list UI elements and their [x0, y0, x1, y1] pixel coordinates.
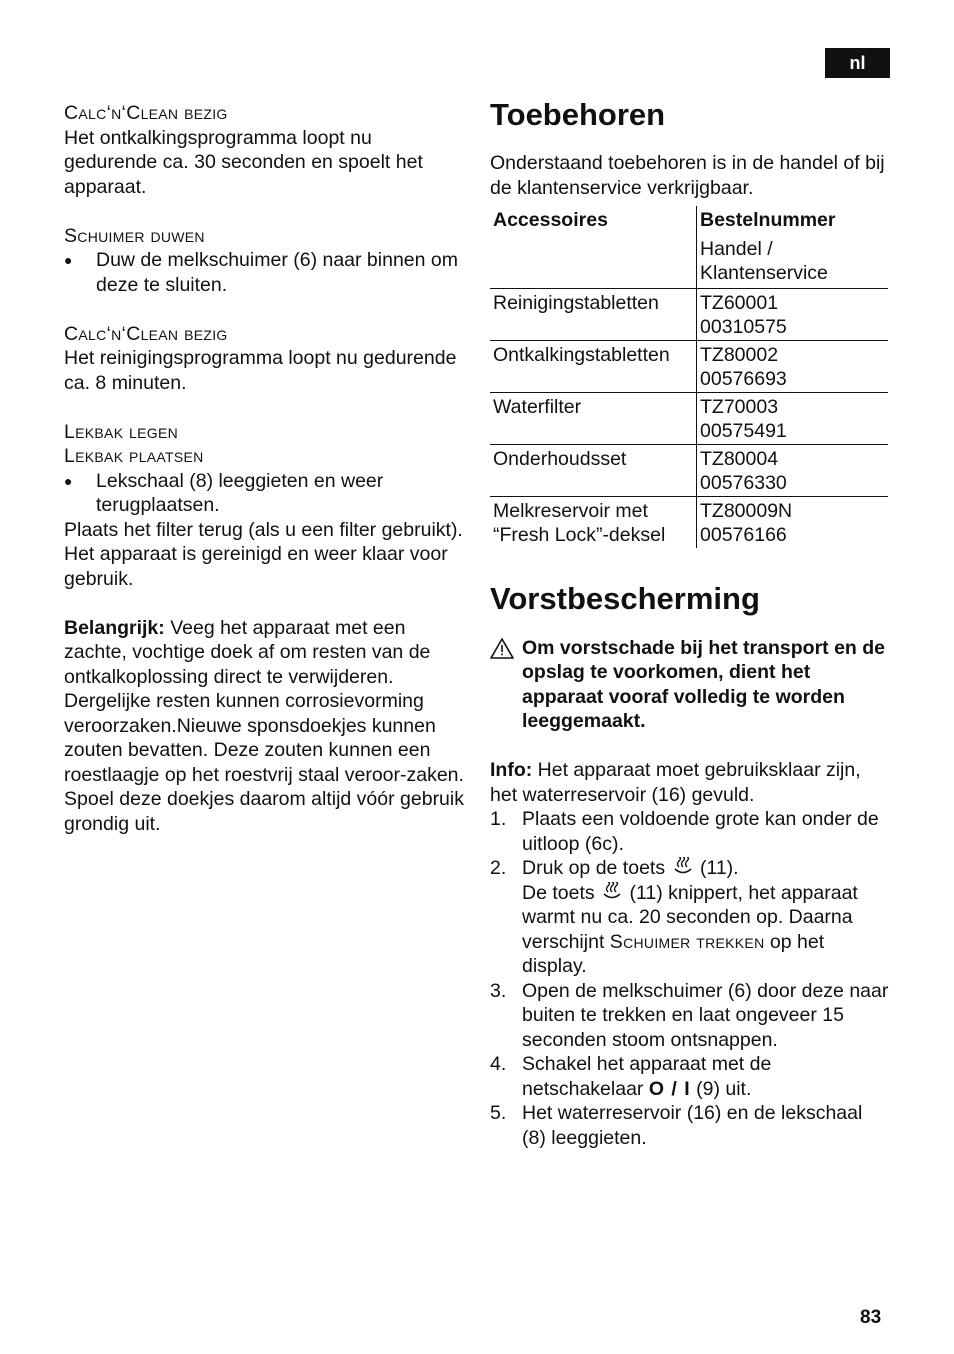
right-column [490, 96, 890, 1150]
bullet-icon: ● [64, 472, 73, 489]
important-text: Veeg het apparaat met een zachte, vochtige doek af om resten van de ontkalkoplossing direct te verwijderen. Dergelijke resten kunnen corrosievorming veroorzaken.Nieuwe sponsdoekjes kunnen zouten bevatten. Deze zouten kunnen een roestlaagje op het roestvrij staal veroor-zaken. Spoel deze doekjes daarom altijd vóór gebruik grondig uit. [64, 616, 464, 835]
table-row [490, 288, 888, 340]
info-label: Info: [490, 759, 533, 781]
table-cell: TZ80002 00576693 [697, 340, 889, 392]
list-item [490, 979, 890, 1053]
display-message-heading: Schuimer duwen [64, 224, 205, 247]
steps-list [490, 807, 890, 1150]
step-number: 2. [490, 857, 507, 879]
table-cell: Melkreservoir met “Fresh Lock”-deksel [490, 496, 697, 548]
display-message-heading: Lekbak legen [64, 420, 179, 443]
table-cell: TZ60001 00310575 [697, 288, 889, 340]
paragraph: Het reinigingsprogramma loopt nu gedurende ca. 8 minuten. [64, 347, 457, 394]
list-item [490, 1052, 890, 1101]
language-badge: nl [825, 48, 890, 78]
table-cell: TZ70003 00575491 [697, 392, 889, 444]
step-text: Het waterreservoir (16) en de lekschaal (8) leeggieten. [522, 1102, 863, 1149]
accessories-table [490, 206, 888, 548]
accessories-intro: Onderstaand toebehoren is in de handel of bij de klantenservice verkrijgbaar. [490, 152, 885, 199]
list-item [490, 1101, 890, 1150]
warning-text: Om vorstschade bij het transport en de opslag te voorkomen, dient het apparaat vooraf volledig te worden leeggemaakt. [522, 636, 885, 732]
frost-title: Vorstbescherming [490, 580, 760, 616]
bullet-icon: ● [64, 252, 73, 268]
warning-block [490, 636, 890, 734]
step-text: Schakel het apparaat met de netschakelaar O / I (9) uit. [522, 1053, 772, 1100]
paragraph: Plaats het filter terug (als u een filter gebruikt). Het apparaat is gereinigd en weer klaar voor gebruik. [64, 518, 463, 590]
table-row [490, 392, 888, 444]
bullet-text: Duw de melkschuimer (6) naar binnen om deze te sluiten. [96, 249, 458, 296]
table-row [490, 340, 888, 392]
page-number: 83 [860, 1307, 882, 1328]
power-switch-symbol: O / I [648, 1077, 691, 1100]
warning-triangle-icon [490, 636, 522, 734]
table-header-cell: Bestelnummer Handel / Klantenservice [700, 209, 836, 284]
display-message-heading: Calc‘n‘Clean bezig [64, 322, 228, 345]
table-row [490, 444, 888, 496]
display-message-heading: Lekbak plaatsen [64, 445, 204, 467]
table-cell: Onderhoudsset [490, 444, 697, 496]
steam-icon [600, 882, 624, 902]
list-item [490, 856, 890, 979]
important-note [64, 616, 469, 837]
table-header-row [490, 206, 888, 288]
step-text: Open de melkschuimer (6) door deze naar buiten te trekken en laat ongeveer 15 seconden stoom ontsnappen. [522, 979, 889, 1051]
display-message-heading: Calc‘n‘Clean bezig [64, 102, 228, 124]
step-text: Plaats een voldoende grote kan onder de uitloop (6c). [522, 808, 879, 855]
table-cell: Waterfilter [490, 392, 697, 444]
table-cell: TZ80004 00576330 [697, 444, 889, 496]
table-cell: Ontkalkingstabletten [490, 340, 697, 392]
step-text: Druk op de toets (11). De toets (11) knippert, het apparaat warmt nu ca. 20 seconden op. Daarna verschijnt Schuimer trekken op het display. [522, 857, 858, 977]
steam-icon [671, 857, 695, 877]
important-label: Belangrijk: [64, 616, 165, 639]
table-cell: TZ80009N 00576166 [697, 496, 889, 548]
display-message: Schuimer trekken [609, 930, 765, 953]
info-note [490, 758, 890, 807]
accessories-title: Toebehoren [490, 97, 666, 132]
bullet-item [64, 469, 469, 518]
list-item [490, 807, 890, 856]
bullet-text: Lekschaal (8) leeggieten en weer terugplaatsen. [96, 469, 384, 516]
bullet-item [64, 248, 469, 297]
info-text: Het apparaat moet gebruiksklaar zijn, het waterreservoir (16) gevuld. [490, 759, 861, 806]
step-number: 4. [490, 1053, 507, 1075]
paragraph: Het ontkalkingsprogramma loopt nu gedurende ca. 30 seconden en spoelt het apparaat. [64, 126, 423, 198]
table-header-cell: Accessoires [490, 206, 697, 288]
step-number: 3. [490, 979, 507, 1002]
step-number: 5. [490, 1102, 507, 1124]
left-column [64, 101, 469, 836]
table-cell: Reinigingstabletten [490, 288, 697, 340]
step-number: 1. [490, 808, 507, 830]
table-row [490, 496, 888, 548]
